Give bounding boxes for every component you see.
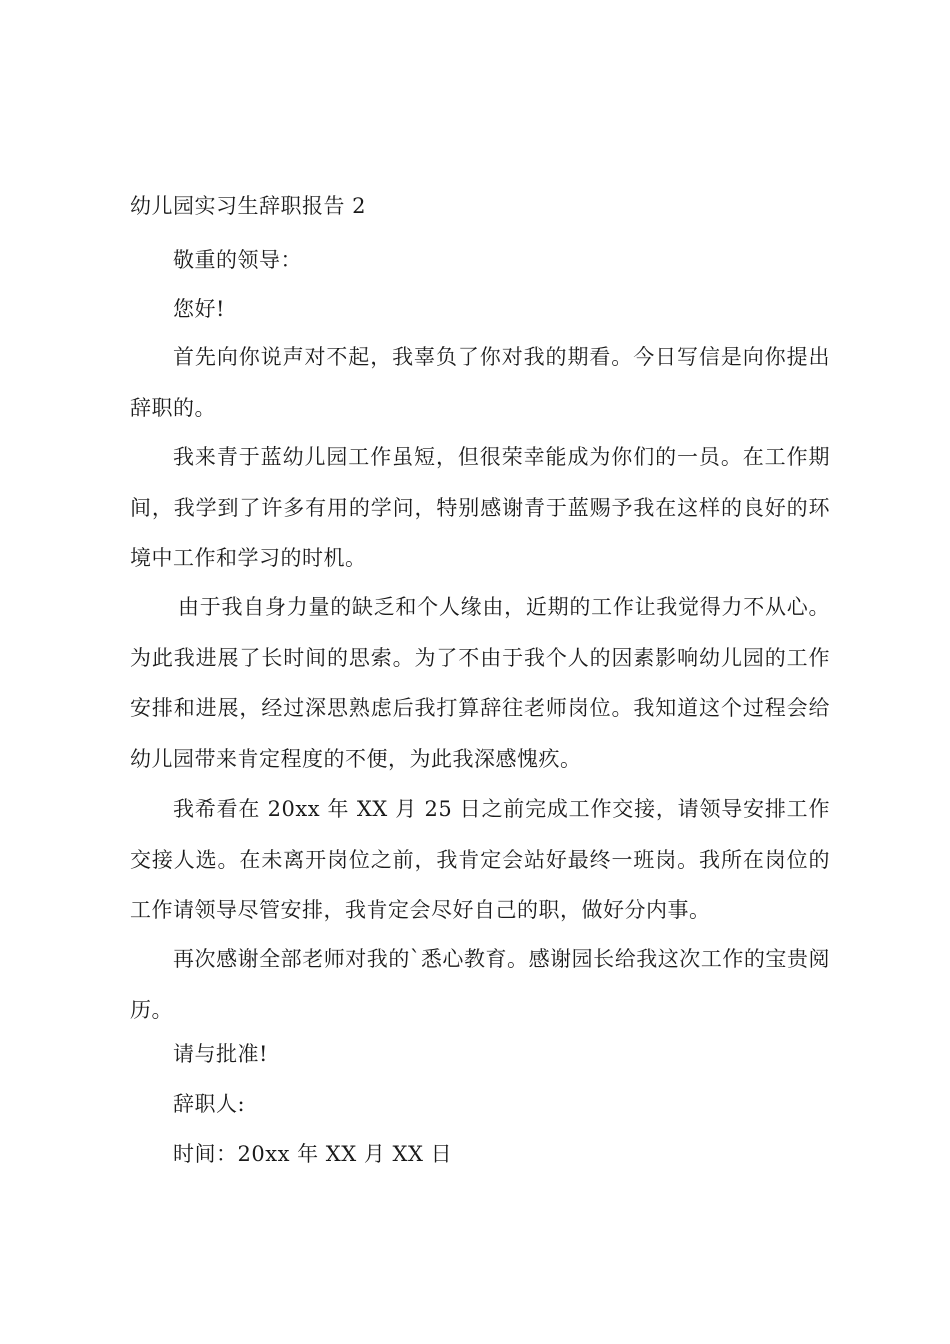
date-line: 时间：20xx 年 XX 月 XX 日 bbox=[173, 1142, 453, 1166]
paragraph-apology: 首先向你说声对不起，我辜负了你对我的期看。今日写信是向你提出辞职的。 bbox=[130, 345, 830, 420]
greeting: 您好! bbox=[173, 297, 225, 321]
paragraph-handover: 我希看在 20xx 年 XX 月 25 日之前完成工作交接，请领导安排工作交接人选。在未离开岗位之前，我肯定会站好最终一班岗。我所在岗位的工作请领导尽管安排，我肯定会尽好自己的职，做好分内事。 bbox=[130, 797, 830, 922]
paragraph-reason: 由于我自身力量的缺乏和个人缘由，近期的工作让我觉得力不从心。为此我进展了长时间的思索。为了不由于我个人的因素影响幼儿园的工作安排和进展，经过深思熟虑后我打算辞往老师岗位。我知道这个过程会给幼儿园带来肯定程度的不便，为此我深感愧疚。 bbox=[130, 595, 830, 771]
closing: 请与批准! bbox=[173, 1042, 268, 1066]
paragraph-thanks: 再次感谢全部老师对我的`悉心教育。感谢园长给我这次工作的宝贵阅历。 bbox=[130, 947, 830, 1022]
resigner-label: 辞职人: bbox=[173, 1092, 246, 1116]
paragraph-gratitude: 我来青于蓝幼儿园工作虽短，但很荣幸能成为你们的一员。在工作期间，我学到了许多有用的学问，特别感谢青于蓝赐予我在这样的良好的环境中工作和学习的时机。 bbox=[130, 445, 830, 570]
salutation: 敬重的领导： bbox=[173, 248, 302, 272]
document-title: 幼儿园实习生辞职报告 2 bbox=[130, 194, 367, 218]
